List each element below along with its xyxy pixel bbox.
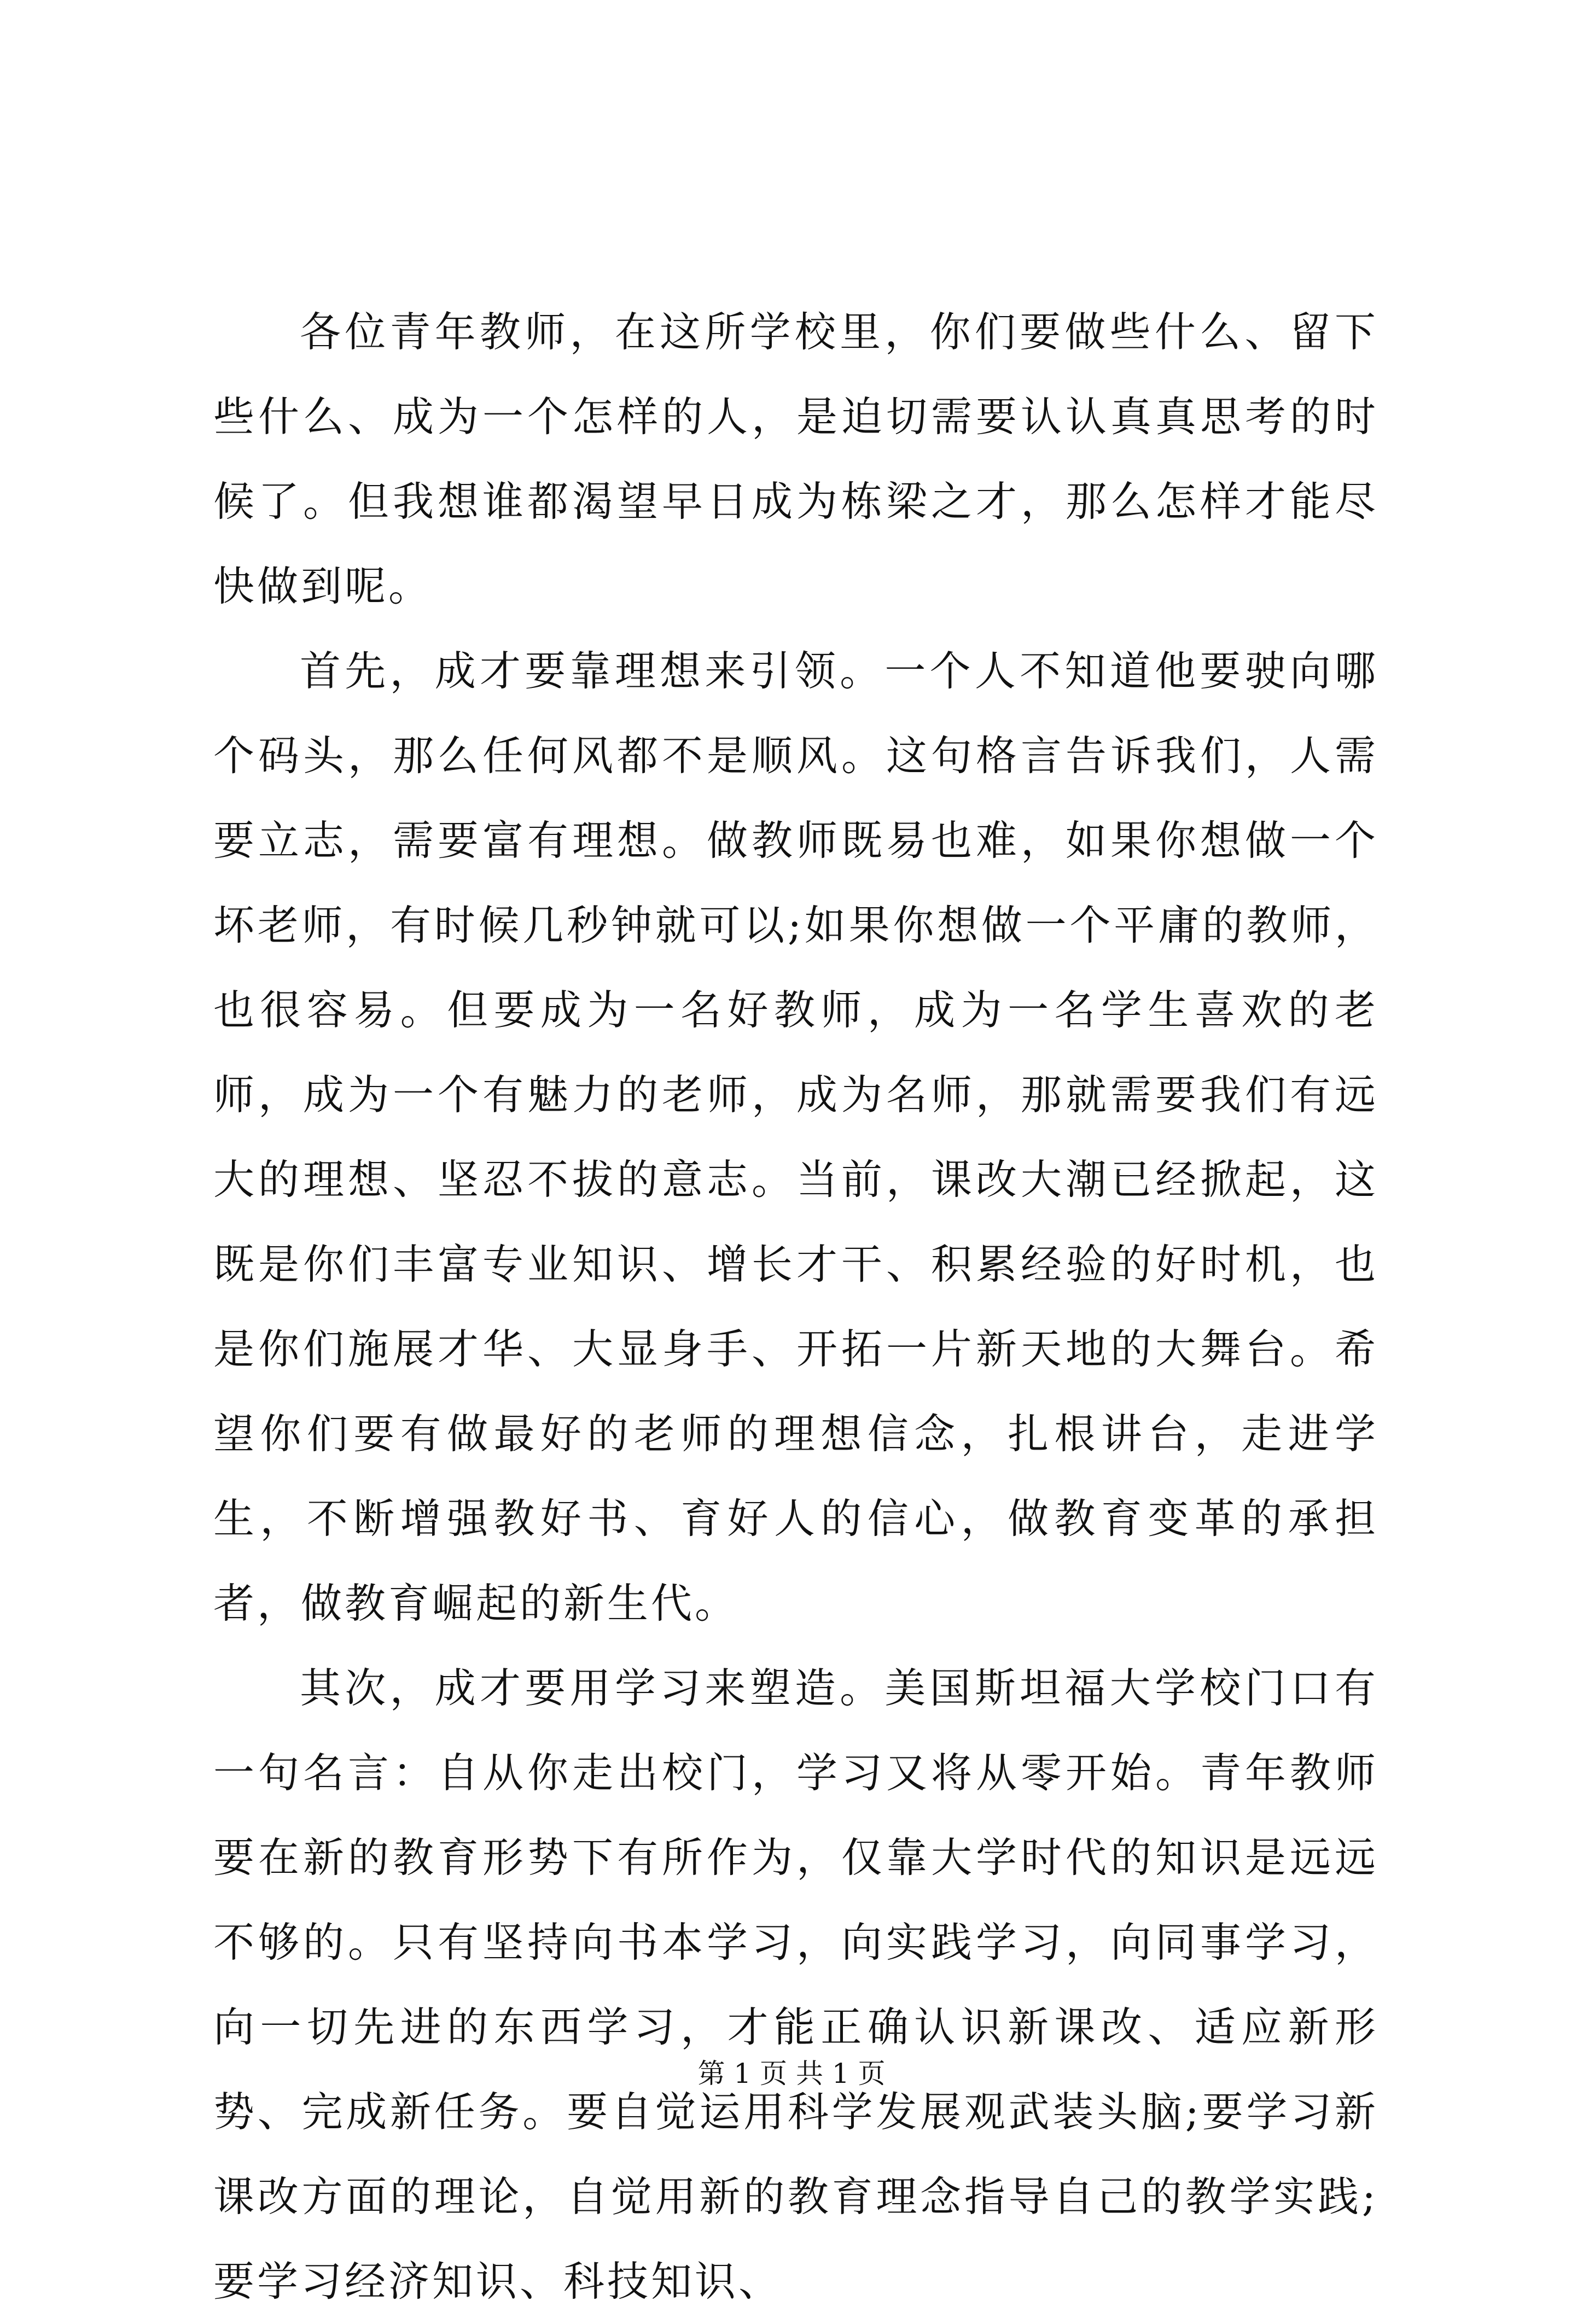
paragraph-learning: 其次，成才要用学习来塑造。美国斯坦福大学校门口有一句名言：自从你走出校门，学习又将从零开始。青年教师要在新的教育形势下有所作为，仅靠大学时代的知识是远远不够的。只有坚持向书本学习，向实践学习，向同事学习，向一切先进的东西学习，才能正确认识新课改、适应新形势、完成新任务。要自觉运用科学发展观武装头脑;要学习新课改方面的理论，自觉用新的教育理念指导自己的教学实践;要学习经济知识、科技知识、	[213, 1664, 1378, 2305]
page-footer: 第 1 页 共 1 页	[697, 2058, 886, 2089]
paragraph-intro: 各位青年教师，在这所学校里，你们要做些什么、留下些什么、成为一个怎样的人，是迫切需要认认真真思考的时候了。但我想谁都渴望早日成为栋梁之才，那么怎样才能尽快做到呢。	[213, 308, 1378, 610]
document-body	[213, 290, 1378, 2324]
paragraph-ideals: 首先，成才要靠理想来引领。一个人不知道他要驶向哪个码头，那么任何风都不是顺风。这句格言告诉我们，人需要立志，需要富有理想。做教师既易也难，如果你想做一个坏老师，有时候几秒钟就可以;如果你想做一个平庸的教师，也很容易。但要成为一名好教师，成为一名学生喜欢的老师，成为一个有魅力的老师，成为名师，那就需要我们有远大的理想、坚忍不拔的意志。当前，课改大潮已经掀起，这既是你们丰富专业知识、增长才干、积累经验的好时机，也是你们施展才华、大显身手、开拓一片新天地的大舞台。希望你们要有做最好的老师的理想信念，扎根讲台，走进学生，不断增强教好书、育好人的信心，做教育变革的承担者，做教育崛起的新生代。	[213, 647, 1378, 1627]
